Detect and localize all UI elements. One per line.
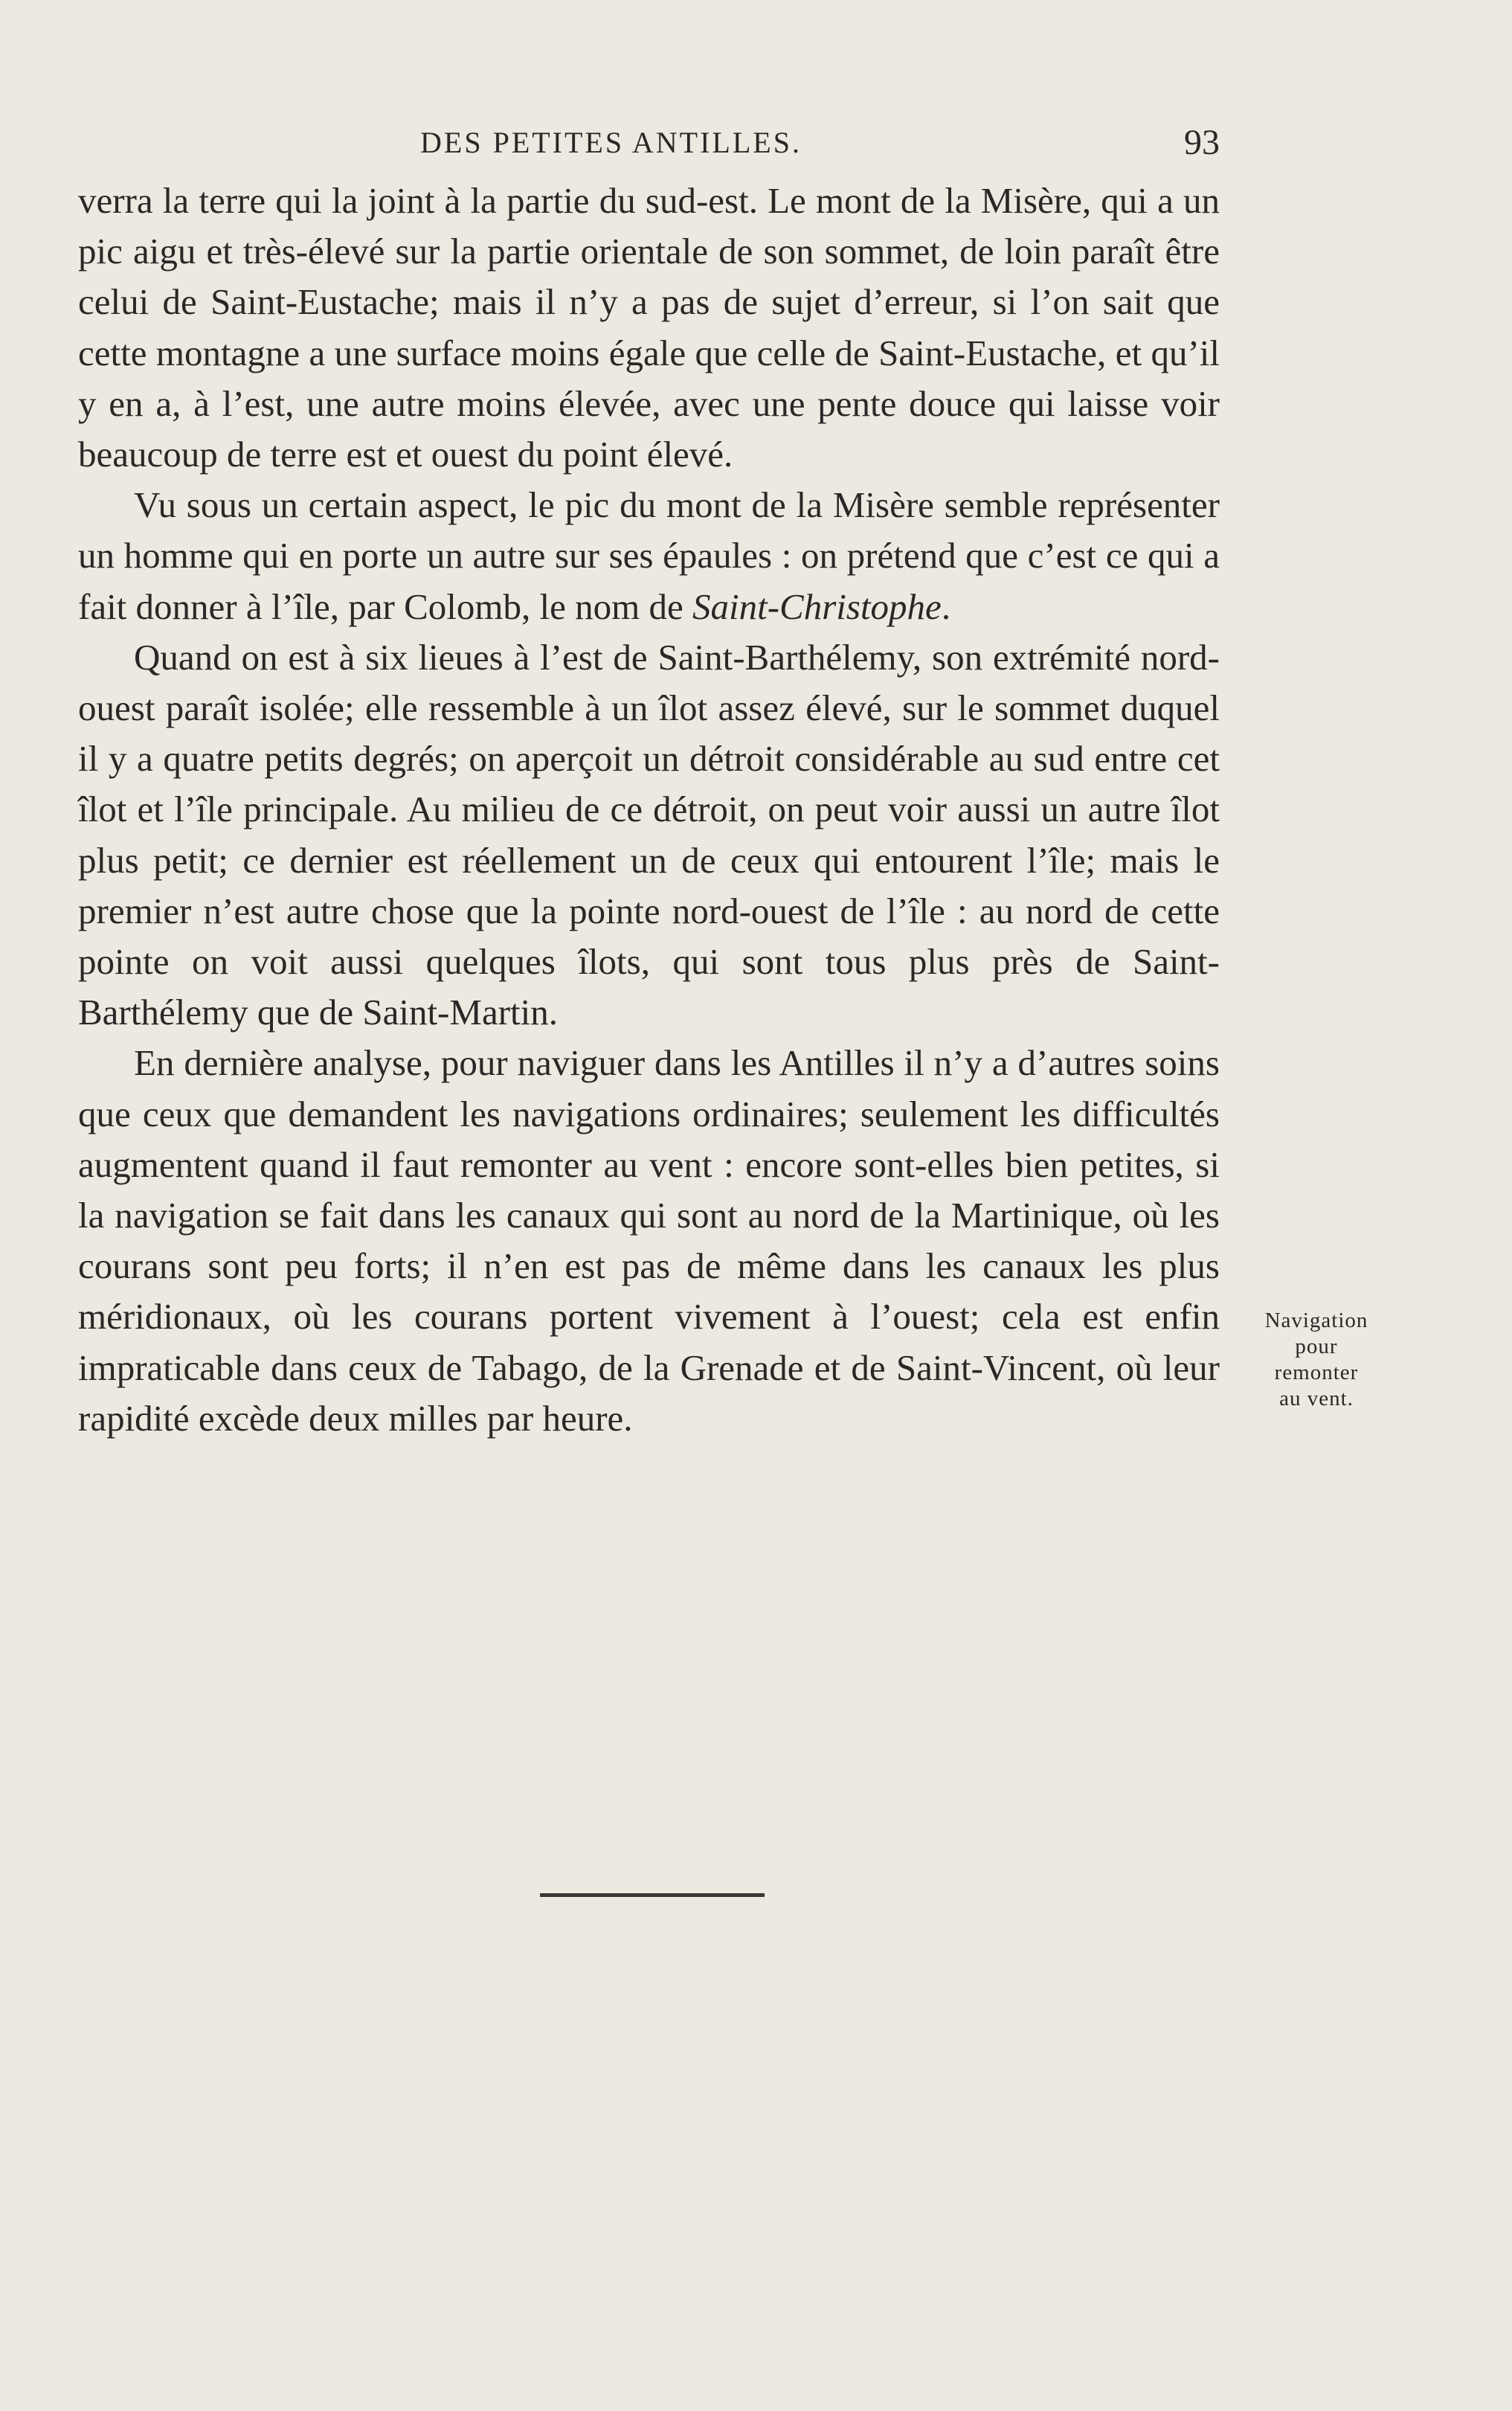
paragraph-2-end: . xyxy=(941,585,951,627)
marginal-note-line-3: remonter xyxy=(1274,1361,1359,1384)
body-text xyxy=(78,176,1220,1444)
italic-place-name: Saint-Christophe xyxy=(692,585,942,627)
paragraph-4: En dernière analyse, pour naviguer dans les Antilles il n’y a d’autres soins que ceux que demandent les navigations ordinaires; seulement les difficultés augmentent quand il faut remonter au vent : encore sont-elles bien petites, si la navigation se fait dans les canaux qui sont au nord de la Martinique, où les courans sont peu forts; il n’en est pas de même dans les canaux les plus méridionaux, où les courans portent vivement à l’ouest; cela est enfin impraticable dans ceux de Tabago, de la Grenade et de Saint-Vincent, où leur rapidité excède deux milles par heure. xyxy=(78,1042,1220,1439)
paragraph-2 xyxy=(78,480,1220,632)
marginal-note-line-1: Navigation xyxy=(1264,1309,1368,1332)
paragraph-3: Quand on est à six lieues à l’est de Saint-Barthélemy, son extrémité nord-ouest paraît isolée; elle ressemble à un îlot assez élevé, sur le sommet duquel il y a quatre petits degrés; on aperçoit un détroit considérable au sud entre cet îlot et l’île principale. Au milieu de ce détroit, on peut voir aussi un autre îlot plus petit; ce dernier est réellement un de ceux qui entourent l’île; mais le premier n’est autre chose que la pointe nord-ouest de l’île : au nord de cette pointe on voit aussi quelques îlots, qui sont tous plus près de Saint-Barthélemy que de Saint-Martin. xyxy=(78,636,1220,1033)
paragraph-2-text: Vu sous un certain aspect, le pic du mont de la Misère semble représenter un homme qui en porte un autre sur ses épaules : on prétend que c’est ce qui a fait donner à l’île, par Colomb, le nom de xyxy=(78,484,1220,627)
marginal-note-line-4: au vent. xyxy=(1279,1387,1354,1410)
running-title: DES PETITES ANTILLES. xyxy=(420,126,802,159)
page-header xyxy=(78,118,1220,170)
page-number: 93 xyxy=(1184,123,1220,162)
end-rule xyxy=(540,1893,765,1897)
marginal-note-line-2: pour xyxy=(1295,1335,1338,1358)
marginal-note xyxy=(1242,1308,1391,1412)
paragraph-1: verra la terre qui la joint à la partie du sud-est. Le mont de la Misère, qui a un pic aigu et très-élevé sur la partie orientale de son sommet, de loin paraît être celui de Saint-Eustache; mais il n’y a pas de sujet d’erreur, si l’on sait que cette montagne a une surface moins égale que celle de Saint-Eustache, et qu’il y en a, à l’est, une autre moins élevée, avec une pente douce qui laisse voir beaucoup de terre est et ouest du point élevé. xyxy=(78,180,1220,475)
